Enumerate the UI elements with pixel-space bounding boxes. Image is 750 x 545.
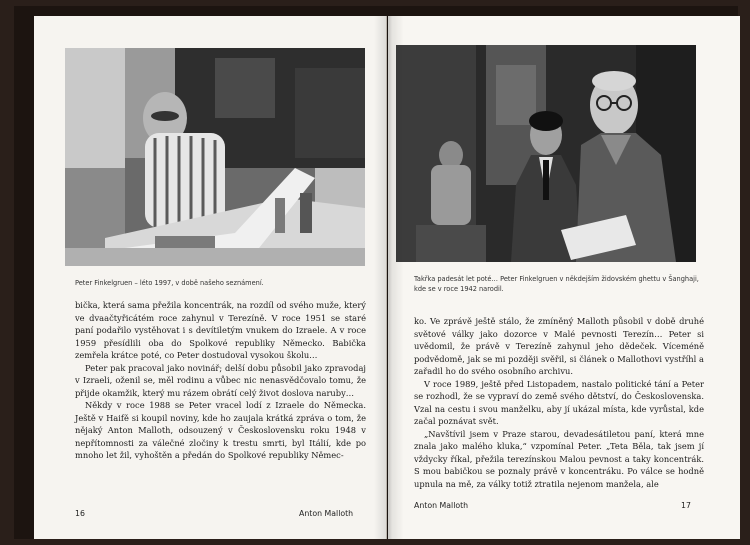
- paragraph: „Navštívil jsem v Praze starou, devadesátiletou paní, která mne znala jako malého kluka,“ vzpomínal Peter. „Teta Běla, tak jsem jí vždycky říkal, přežila terezínskou Malou pevnost a taky koncentrák. S mou babičkou se poznaly právě v koncentráku. Po válce se hodně upnula na mě, za války totiž ztratila nejenom manžela, ale: [414, 428, 704, 489]
- photo-street-in-shanghai: [396, 45, 696, 262]
- paragraph: ko. Ve zprávě ještě stálo, že zmíněný Malloth působil v době druhé světové války jako dozorce v Malé pevnosti Terezín… Peter si uvědomil, že právě v Terezíně zahynul jeho dědeček. Víceméně podvědomě, jak se mi později svěřil, si článek o Mallothovi vystříhl a zařadil ho do svého osobního archivu.: [414, 316, 704, 376]
- left-photo-caption: Peter Finkelgruen – léto 1997, v době našeho seznámení.: [75, 279, 264, 287]
- left-page: [34, 16, 387, 539]
- open-book: [14, 6, 738, 539]
- right-photo-caption: Takřka padesát let poté… Peter Finkelgruen v někdejším židovském ghettu v Šanghaji, kde se v roce 1942 narodil.: [414, 275, 699, 293]
- right-page: [388, 16, 740, 539]
- running-head: Anton Malloth: [299, 509, 354, 518]
- right-body-text: [414, 315, 704, 490]
- page-number: 17: [681, 501, 691, 510]
- left-body-text: [75, 299, 366, 462]
- paragraph: Někdy v roce 1988 se Peter vracel lodí z Izraele do Německa. Ještě v Haifě si koupil noviny, kde ho zaujala krátká zpráva o tom, že nějaký Anton Malloth, odsouzený v Československu roku 1948 v nepřítomnosti za válečné zločiny k trestu smrti, byl Itálií, kde po mnoho let žil, vyhoštěn a předán do Spolkové republiky Němec-: [75, 400, 366, 460]
- photo-man-reading-newspaper: [65, 48, 365, 266]
- paragraph: Peter pak pracoval jako novinář; delší dobu působil jako zpravodaj v Izraeli, oženil se, měl rodinu a vůbec nic nenasvědčovalo tomu, že přijde okamžik, který mu rázem obrátí celý život doslova naruby…: [75, 362, 366, 398]
- left-photo: [65, 48, 365, 266]
- right-photo: [396, 45, 696, 262]
- paragraph: V roce 1989, ještě před Listopadem, nastalo politické tání a Peter se rozhodl, že se vypraví do země svého dětství, do Československa. Vzal na cestu i svou manželku, aby jí ukázal místa, kde vyrůstal, kde začal poznávat svět.: [414, 378, 704, 426]
- running-head: Anton Malloth: [414, 501, 469, 510]
- paragraph: bička, která sama přežila koncentrák, na rozdíl od svého muže, který ve dvaačtyřicátém roce zahynul v Terezíně. V roce 1951 se staré paní podařilo vystěhovat i s devítiletým vnukem do Izraele. A v roce 1959 přesídlili oba do Spolkové republiky Německo. Babička zemřela krátce poté, co Peter dostudoval vysokou školu…: [75, 300, 366, 360]
- page-number: 16: [75, 509, 85, 518]
